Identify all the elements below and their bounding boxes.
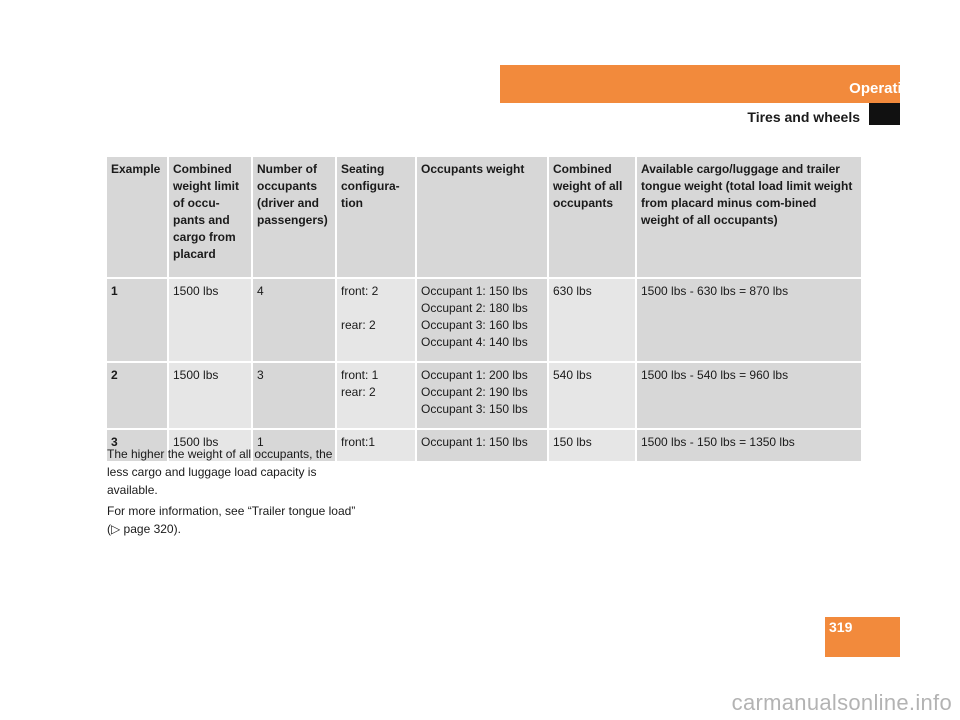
table-row <box>107 361 861 428</box>
load-example-table <box>107 157 861 461</box>
column-header-occupants-weight: Occupants weight <box>415 157 547 277</box>
table-cell: front: 1 rear: 2 <box>335 361 415 428</box>
column-header-seating: Seating configura-tion <box>335 157 415 277</box>
header-banner <box>500 65 900 103</box>
column-header-combined-weight: Combined weight of all occupants <box>547 157 635 277</box>
table-cell: 1500 lbs <box>167 361 251 428</box>
table-cell: 1 <box>251 428 335 461</box>
table-cell: 1500 lbs - 630 lbs = 870 lbs <box>635 277 861 361</box>
header-marker <box>869 103 900 125</box>
column-header-example: Example <box>107 157 167 277</box>
table-cell: front:1 <box>335 428 415 461</box>
column-header-occupant-count: Number of occupants (driver and passengers) <box>251 157 335 277</box>
table-cell: 1500 lbs <box>167 428 251 461</box>
table-cell: 150 lbs <box>547 428 635 461</box>
subsection-title: Tires and wheels <box>747 109 860 125</box>
table-cell: Occupant 1: 200 lbs Occupant 2: 190 lbs Occupant 3: 150 lbs <box>415 361 547 428</box>
table-cell: 1500 lbs <box>167 277 251 361</box>
paragraph-occupant-weight-note: The higher the weight of all occupants, the less cargo and luggage load capacity is available. <box>107 447 333 497</box>
table-cell: 1 <box>107 277 167 361</box>
table-cell: 3 <box>107 428 167 461</box>
table-cell: Occupant 1: 150 lbs <box>415 428 547 461</box>
table-cell: 540 lbs <box>547 361 635 428</box>
watermark: carmanualsonline.info <box>731 690 952 715</box>
table-cell: Occupant 1: 150 lbs Occupant 2: 180 lbs Occupant 3: 160 lbs Occupant 4: 140 lbs <box>415 277 547 361</box>
section-title: Operation <box>849 80 920 97</box>
table-header-row <box>107 157 861 277</box>
table-row <box>107 277 861 361</box>
paragraph-trailer-reference: For more information, see “Trailer tongue load” (▷ page 320). <box>107 504 356 536</box>
table-cell: 1500 lbs - 540 lbs = 960 lbs <box>635 361 861 428</box>
table-cell: 1500 lbs - 150 lbs = 1350 lbs <box>635 428 861 461</box>
table-cell: 4 <box>251 277 335 361</box>
table-cell: 3 <box>251 361 335 428</box>
table-cell: 2 <box>107 361 167 428</box>
column-header-available-cargo: Available cargo/luggage and trailer tongue weight (total load limit weight from placard minus com-bined weight of all occupants) <box>635 157 861 277</box>
column-header-weight-limit: Combined weight limit of occu-pants and cargo from placard <box>167 157 251 277</box>
table-cell: 630 lbs <box>547 277 635 361</box>
table-cell: front: 2 rear: 2 <box>335 277 415 361</box>
page-number: 319 <box>829 619 853 635</box>
